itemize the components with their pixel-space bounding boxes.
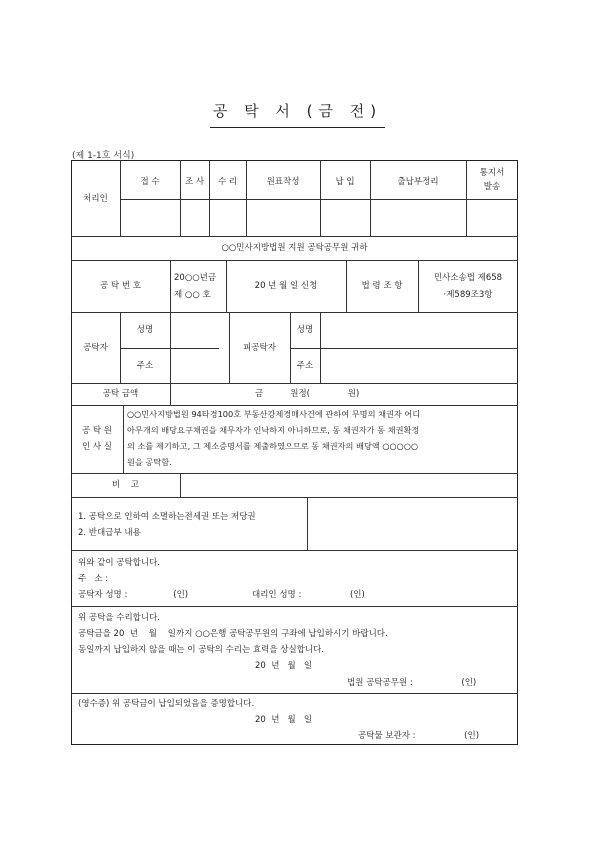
remarks-label: 비 고 [111,480,140,490]
law-value-2: ·제589조3항 [443,290,493,300]
divider [71,236,518,237]
divider [71,405,518,406]
accept-line-1: 위 공탁을 수리합니다. [78,613,161,623]
request-line: 위와 같이 공탁합니다. [78,558,161,568]
divider [123,405,124,473]
apply-date: 20 년 월 일 신청 [254,281,318,291]
accept-line-2: 공탁금을 20 년 월 일까지 ○○은행 공탁공무원의 구좌에 납입하시기 바랍니다. [78,629,388,639]
divider [71,606,518,607]
amount-value: 금 원정( 원) [255,389,360,399]
divider [71,550,518,551]
receipt-date: 20 년 월 일 [255,715,313,725]
depositor-name-label: 성명 [136,325,154,335]
document-title: 공 탁 서 (금 전) [212,102,383,120]
header-accept: 수 리 [217,177,238,187]
depositor-signature: 공탁자 성명 : (인) [78,590,189,600]
divider [180,160,181,236]
amount-label: 공탁 금액 [102,389,139,399]
reason-label-1: 공 탁 원 [81,426,113,436]
divider [71,693,518,694]
depositee-name-label: 성명 [296,325,314,335]
divider [180,473,181,497]
divider [246,160,247,236]
depositee-label: 피공탁자 [243,343,276,353]
header-ledger: 원표작성 [266,177,300,187]
title-underline [210,127,385,128]
divider [71,312,518,313]
header-notice: 통지서 발송 [479,168,505,192]
divider [370,160,371,236]
depositor-address-label: 주소 [136,361,154,371]
agent-signature: 대리인 성명 : (인) [252,590,365,600]
depositee-address-label: 주소 [296,361,314,371]
depositor-label: 공탁자 [83,343,108,353]
divider [307,497,308,550]
reason-line-4: 원을 공탁함. [127,457,172,467]
request-address: 주 소 : [78,574,109,584]
header-investigate: 조 사 [184,177,205,187]
divider [290,312,291,383]
reason-label-2: 인 사 실 [81,442,113,452]
official-signature: 법원 공탁공무원 : (인) [347,678,477,688]
divider [120,312,121,383]
remarks-item-2: 2. 반대급부 내용 [78,528,141,538]
divider [170,260,171,312]
divider [71,260,518,261]
deposit-no-number: 제 ○○ 호 [174,290,211,300]
law-value-1: 민사소송법 제658 [433,273,503,283]
header-payment: 납 입 [335,177,355,187]
divider [71,473,518,474]
accept-line-3: 동일까지 납입하지 않을 때는 이 공탁의 수리는 효력을 상실합니다. [78,645,325,655]
custodian-signature: 공탁물 보관자 : (인) [358,731,480,741]
divider [170,312,171,383]
divider [170,383,171,405]
reason-line-3: 의 소를 제기하고, 그 제소증명서를 제출하였으므로 동 채권자의 배당액 ○○○○○ [127,441,419,451]
reason-line-2: 아무개의 배당요구채권을 채무자가 인낙하지 아니하므로, 동 채권자가 동 채권확정 [127,425,420,435]
divider [418,260,419,312]
deposit-no-label: 공 탁 번 호 [100,281,141,291]
court-addressee: ○○민사지방법원 지원 공탁공무원 귀하 [221,243,368,253]
divider [320,160,321,236]
divider [320,312,321,383]
divider [71,497,518,498]
header-receipt: 접 수 [140,177,160,187]
header-cashbook: 출납부정리 [397,177,439,187]
deposit-no-year: 20○○년금 [174,273,217,283]
form-number: (제 1-1호 서식) [72,151,135,161]
process-label: 처리인 [83,194,108,204]
divider [120,160,121,236]
divider [209,160,210,236]
law-label: 법 령 조 항 [361,281,403,291]
accept-date: 20 년 월 일 [255,661,313,671]
divider [71,383,518,384]
reason-line-1: ○○민사지방법원 94타경100호 부동산강제경매사건에 관하여 무명의 채권자 어디 [127,409,421,419]
receipt-line: (영수증) 위 공탁금이 납입되었음을 증명합니다. [78,699,255,709]
divider [290,348,518,349]
remarks-item-1: 1. 공탁으로 인하여 소멸하는전세권 또는 저당권 [78,512,256,522]
